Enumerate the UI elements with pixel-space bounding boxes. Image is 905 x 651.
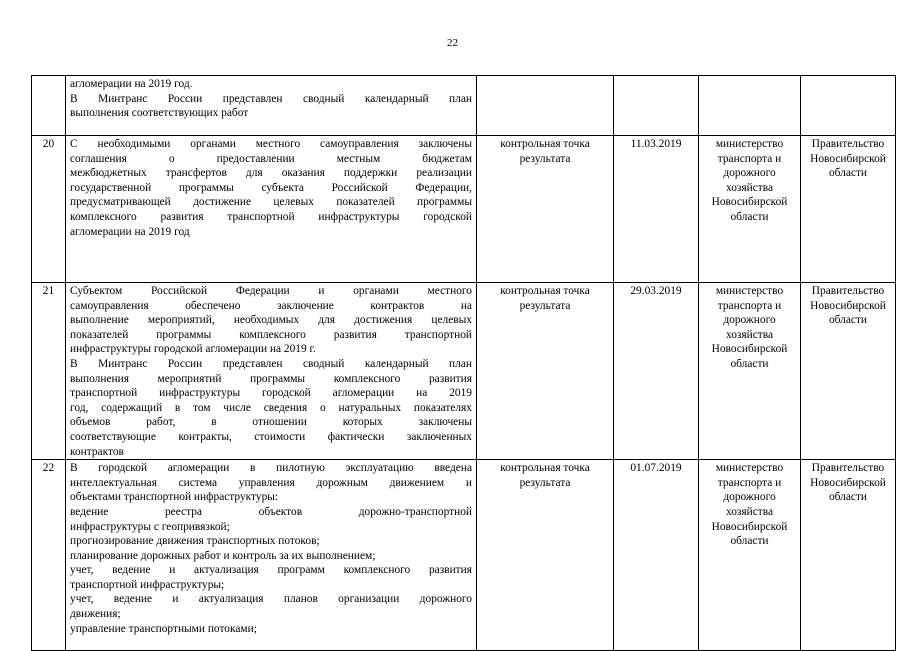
row-responsible <box>699 136 801 283</box>
responsible-line: министерство <box>715 462 784 475</box>
responsible-line: области <box>730 357 769 370</box>
responsible-line: хозяйства <box>725 181 774 194</box>
description-line: инфраструктуры городской агломерации на 2019 г. <box>70 343 316 356</box>
row-type <box>477 283 614 460</box>
controller-line: области <box>828 491 868 504</box>
description-line: прогнозирование движения транспортных потоков; <box>70 535 320 548</box>
type-line: результата <box>519 299 571 312</box>
description-line: предусматривающей достижение целевых показателей программы <box>70 196 472 209</box>
table-row <box>32 460 896 651</box>
responsible-line: дорожного <box>723 167 776 180</box>
row-date: 01.07.2019 <box>614 460 699 651</box>
type-line: контрольная точка <box>500 138 590 150</box>
row-controller <box>801 76 896 136</box>
type-line: результата <box>519 476 571 489</box>
row-responsible <box>699 76 801 136</box>
description-line: транспортной инфраструктуры; <box>70 578 225 591</box>
row-number: 22 <box>32 460 66 651</box>
controller-line: области <box>828 314 868 327</box>
controller-line: Правительство <box>811 285 885 297</box>
row-description <box>66 283 477 460</box>
controller-line: области <box>828 167 868 180</box>
description-line: выполнения мероприятий программы комплексного развития <box>70 372 472 385</box>
table-row <box>32 76 896 136</box>
description-line: В Минтранс России представлен сводный календарный план <box>70 357 472 370</box>
table-row <box>32 136 896 283</box>
description-line: планирование дорожных работ и контроль за их выполнением; <box>70 549 376 562</box>
row-controller <box>801 136 896 283</box>
type-line: контрольная точка <box>500 285 590 297</box>
controller-line: Новосибирской <box>810 299 886 312</box>
description-line: В городской агломерации в пилотную эксплуатацию введена <box>70 462 472 475</box>
description-line: учет, ведение и актуализация программ комплексного развития <box>70 564 472 577</box>
page-number: 22 <box>447 37 458 49</box>
controller-line: Правительство <box>811 462 885 475</box>
controller-line: Новосибирской <box>810 476 886 489</box>
row-description <box>66 136 477 283</box>
responsible-line: министерство <box>715 138 784 150</box>
description-line: комплексного развития транспортной инфраструктуры городской <box>70 210 472 223</box>
description-line: инфраструктуры с геопривязкой; <box>70 520 230 533</box>
responsible-line: Новосибирской <box>711 196 788 209</box>
responsible-line: хозяйства <box>725 505 774 518</box>
responsible-line: дорожного <box>723 314 776 327</box>
responsible-line: области <box>730 210 769 223</box>
responsible-line: транспорта и <box>717 476 782 489</box>
description-line: С необходимыми органами местного самоуправления заключены <box>70 138 472 150</box>
description-line: выполнение мероприятий, необходимых для достижения целевых <box>70 314 472 327</box>
type-line: результата <box>519 152 571 165</box>
description-line: показателей программы комплексного развития транспортной <box>70 328 472 341</box>
control-points-table <box>31 75 896 651</box>
description-line: транспортной инфраструктуры городской агломерации на 2019 <box>70 387 472 400</box>
responsible-line: дорожного <box>723 491 776 504</box>
description-line: контрактов <box>70 445 124 458</box>
row-description <box>66 460 477 651</box>
responsible-line: Новосибирской <box>711 343 788 356</box>
description-line: межбюджетных трансфертов для оказания поддержки реализации <box>70 167 472 180</box>
description-line: агломерации на 2019 год. <box>70 78 193 90</box>
description-line: год, содержащий в том числе сведения о натуральных показателях <box>70 401 472 414</box>
responsible-line: министерство <box>715 285 784 297</box>
row-number <box>32 76 66 136</box>
description-line: В Минтранс России представлен сводный календарный план <box>70 92 472 105</box>
row-number: 21 <box>32 283 66 460</box>
responsible-line: транспорта и <box>717 299 782 312</box>
responsible-line: области <box>730 535 769 548</box>
description-line: объектами транспортной инфраструктуры: <box>70 491 279 504</box>
description-line: соглашения о предоставлении местным бюджетам <box>70 152 472 165</box>
description-line: управление транспортными потоками; <box>70 622 257 635</box>
row-type <box>477 76 614 136</box>
row-type <box>477 136 614 283</box>
description-line: Субъектом Российской Федерации и органами местного <box>70 285 472 297</box>
row-controller <box>801 283 896 460</box>
description-line: выполнения соответствующих работ <box>70 107 249 120</box>
row-number: 20 <box>32 136 66 283</box>
responsible-line: транспорта и <box>717 152 782 165</box>
row-date: 11.03.2019 <box>614 136 699 283</box>
description-line: самоуправления обеспечено заключение контрактов на <box>70 299 472 312</box>
description-line: движения; <box>70 608 121 621</box>
row-description <box>66 76 477 136</box>
responsible-line: Новосибирской <box>711 520 788 533</box>
description-line: ведение реестра объектов дорожно-транспортной <box>70 505 472 518</box>
responsible-line: хозяйства <box>725 328 774 341</box>
table-row <box>32 283 896 460</box>
description-line: государственной программы субъекта Российской Федерации, <box>70 181 472 194</box>
description-line: агломерации на 2019 год <box>70 225 190 238</box>
description-line: интеллектуальная система управления дорожным движением и <box>70 476 472 489</box>
description-line: учет, ведение и актуализация планов организации дорожного <box>70 593 472 606</box>
row-date: 29.03.2019 <box>614 283 699 460</box>
row-type <box>477 460 614 651</box>
controller-line: Правительство <box>811 138 885 150</box>
type-line: контрольная точка <box>500 462 590 475</box>
row-controller <box>801 460 896 651</box>
row-responsible <box>699 283 801 460</box>
row-responsible <box>699 460 801 651</box>
row-date <box>614 76 699 136</box>
controller-line: Новосибирской <box>810 152 886 165</box>
description-line: объемов работ, в отношении которых заключены <box>70 416 472 429</box>
description-line: соответствующие контракты, стоимости фактически заключенных <box>70 430 472 443</box>
